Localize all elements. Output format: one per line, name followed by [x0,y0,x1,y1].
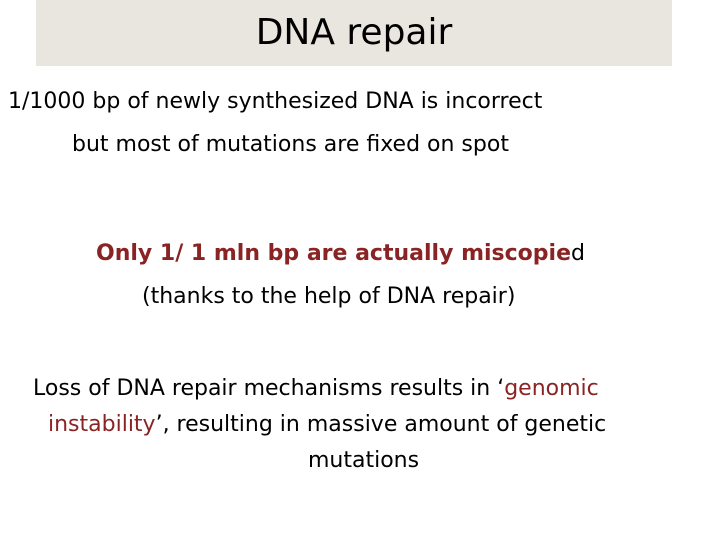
para1-line1: 1/1000 bp of newly synthesized DNA is incorrect [8,89,543,114]
para3-line3: mutations [308,448,420,473]
para2-bold-text: Only 1/ 1 mln bp are actually miscopie [96,241,572,266]
para3-line2-text: ’, resulting in massive amount of genetic [155,412,607,437]
para3-line1-text: Loss of DNA repair mechanisms results in ‘ [33,376,505,401]
para3-highlight-instability: instability [48,412,156,437]
para3-highlight-genomic: genomic [504,376,599,401]
para2-line2: (thanks to the help of DNA repair) [142,284,516,309]
slide-title: DNA repair [255,12,453,53]
para1-line2: but most of mutations are fixed on spot [72,132,509,157]
para2-tail-text: d [571,241,585,266]
para3-line2 [48,410,606,440]
para2-line1 [96,239,585,269]
para3-line1 [33,374,599,404]
